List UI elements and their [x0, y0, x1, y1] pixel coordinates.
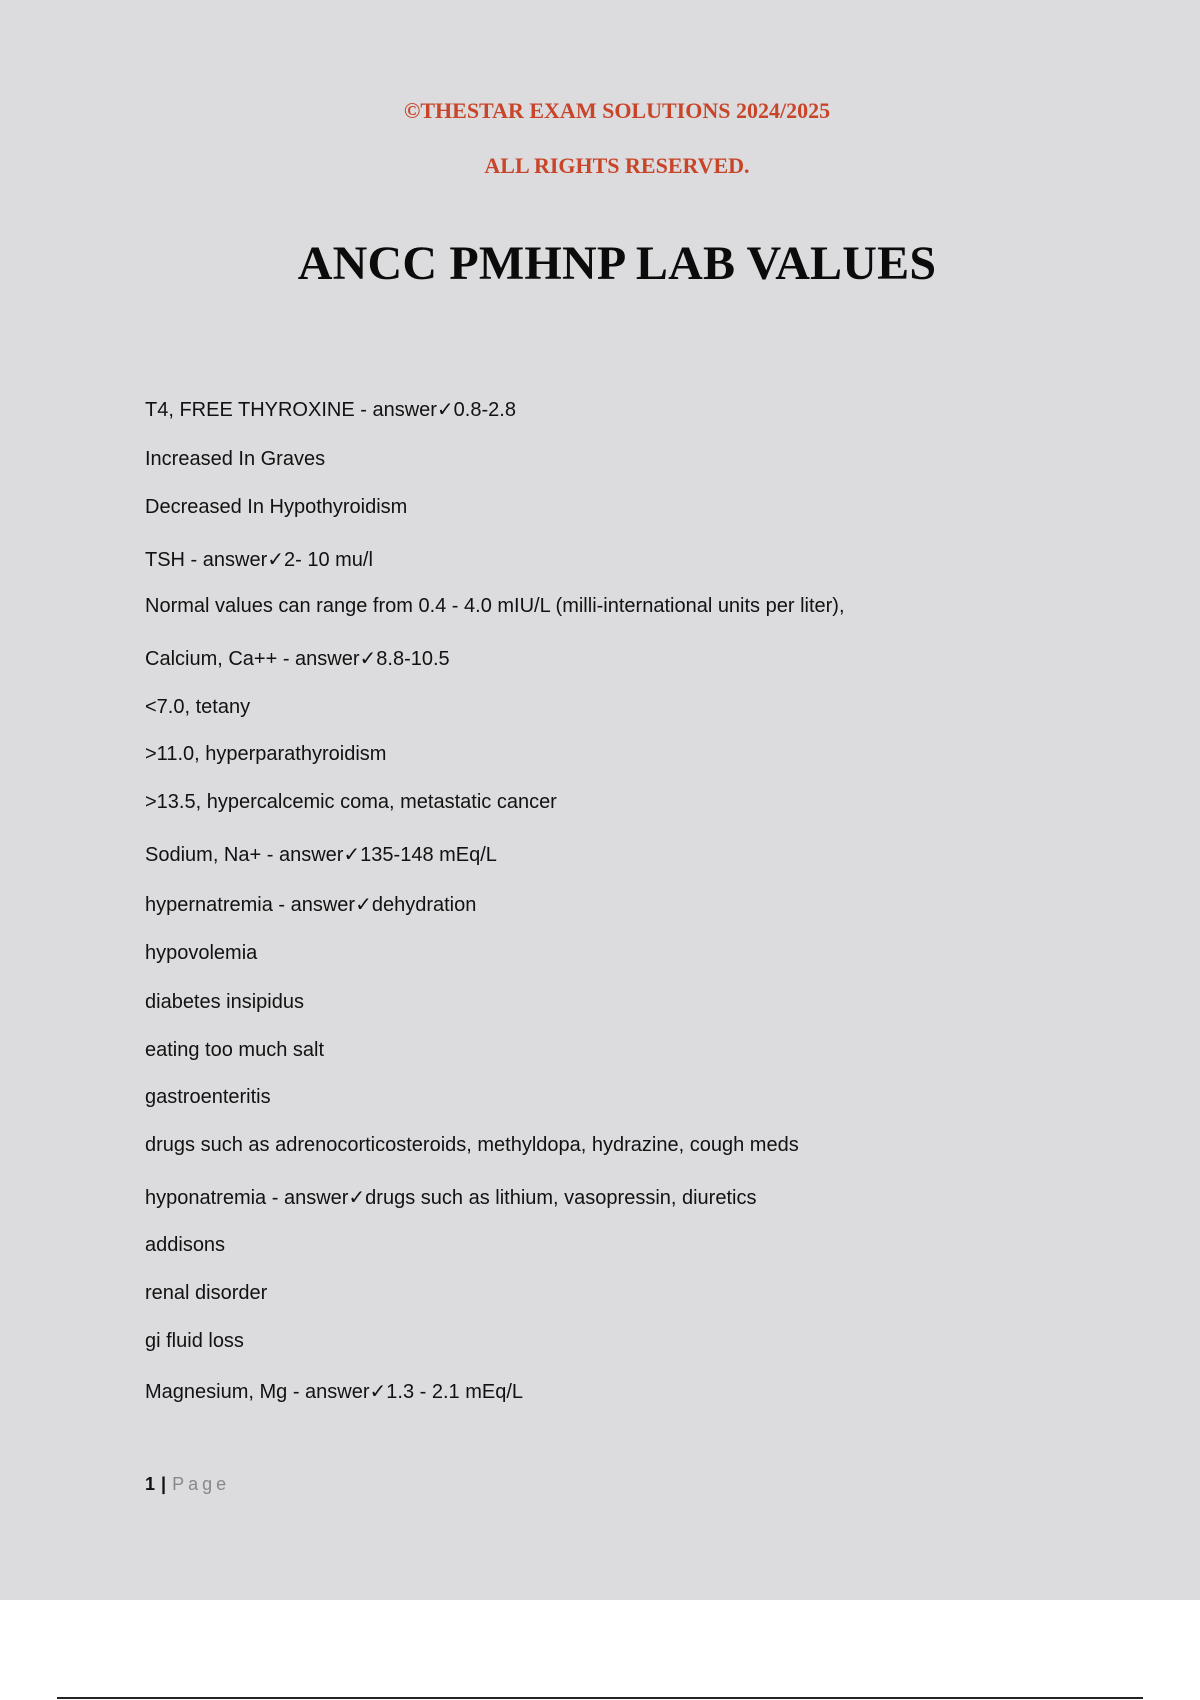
document-title: ANCC PMHNP LAB VALUES: [297, 237, 937, 290]
list-item: TSH - answer✓2- 10 mu/l: [145, 549, 373, 571]
list-item: Magnesium, Mg - answer✓1.3 - 2.1 mEq/L: [145, 1381, 524, 1403]
list-item: diabetes insipidus: [145, 991, 304, 1013]
list-item: Calcium, Ca++ - answer✓8.8-10.5: [145, 648, 450, 670]
list-item: hypernatremia - answer✓dehydration: [145, 894, 477, 916]
list-item: addisons: [145, 1234, 226, 1256]
list-item: gi fluid loss: [145, 1330, 244, 1352]
list-item: gastroenteritis: [145, 1086, 271, 1108]
list-item: hypovolemia: [145, 942, 258, 964]
list-item: >11.0, hyperparathyroidism: [145, 743, 387, 765]
list-item: drugs such as adrenocorticosteroids, methyldopa, hydrazine, cough meds: [145, 1134, 799, 1156]
list-item: Normal values can range from 0.4 - 4.0 mIU/L (milli-international units per liter),: [145, 595, 845, 617]
rights-reserved-header: ALL RIGHTS RESERVED.: [484, 153, 750, 178]
page-label: Page: [172, 1474, 231, 1494]
list-item: renal disorder: [145, 1282, 268, 1304]
list-item: eating too much salt: [145, 1039, 324, 1061]
footer-separator: |: [161, 1474, 167, 1494]
list-item: hyponatremia - answer✓drugs such as lithium, vasopressin, diuretics: [145, 1187, 757, 1209]
list-item: >13.5, hypercalcemic coma, metastatic cancer: [145, 791, 557, 813]
page-number: 1: [145, 1474, 156, 1494]
list-item: T4, FREE THYROXINE - answer✓0.8-2.8: [145, 399, 516, 421]
list-item: Sodium, Na+ - answer✓135-148 mEq/L: [145, 844, 497, 866]
copyright-header: ©THESTAR EXAM SOLUTIONS 2024/2025: [403, 98, 831, 123]
page-divider: [57, 1697, 1143, 1699]
list-item: Increased In Graves: [145, 448, 326, 470]
page-footer: [145, 1474, 230, 1495]
list-item: <7.0, tetany: [145, 696, 251, 718]
list-item: Decreased In Hypothyroidism: [145, 496, 408, 518]
